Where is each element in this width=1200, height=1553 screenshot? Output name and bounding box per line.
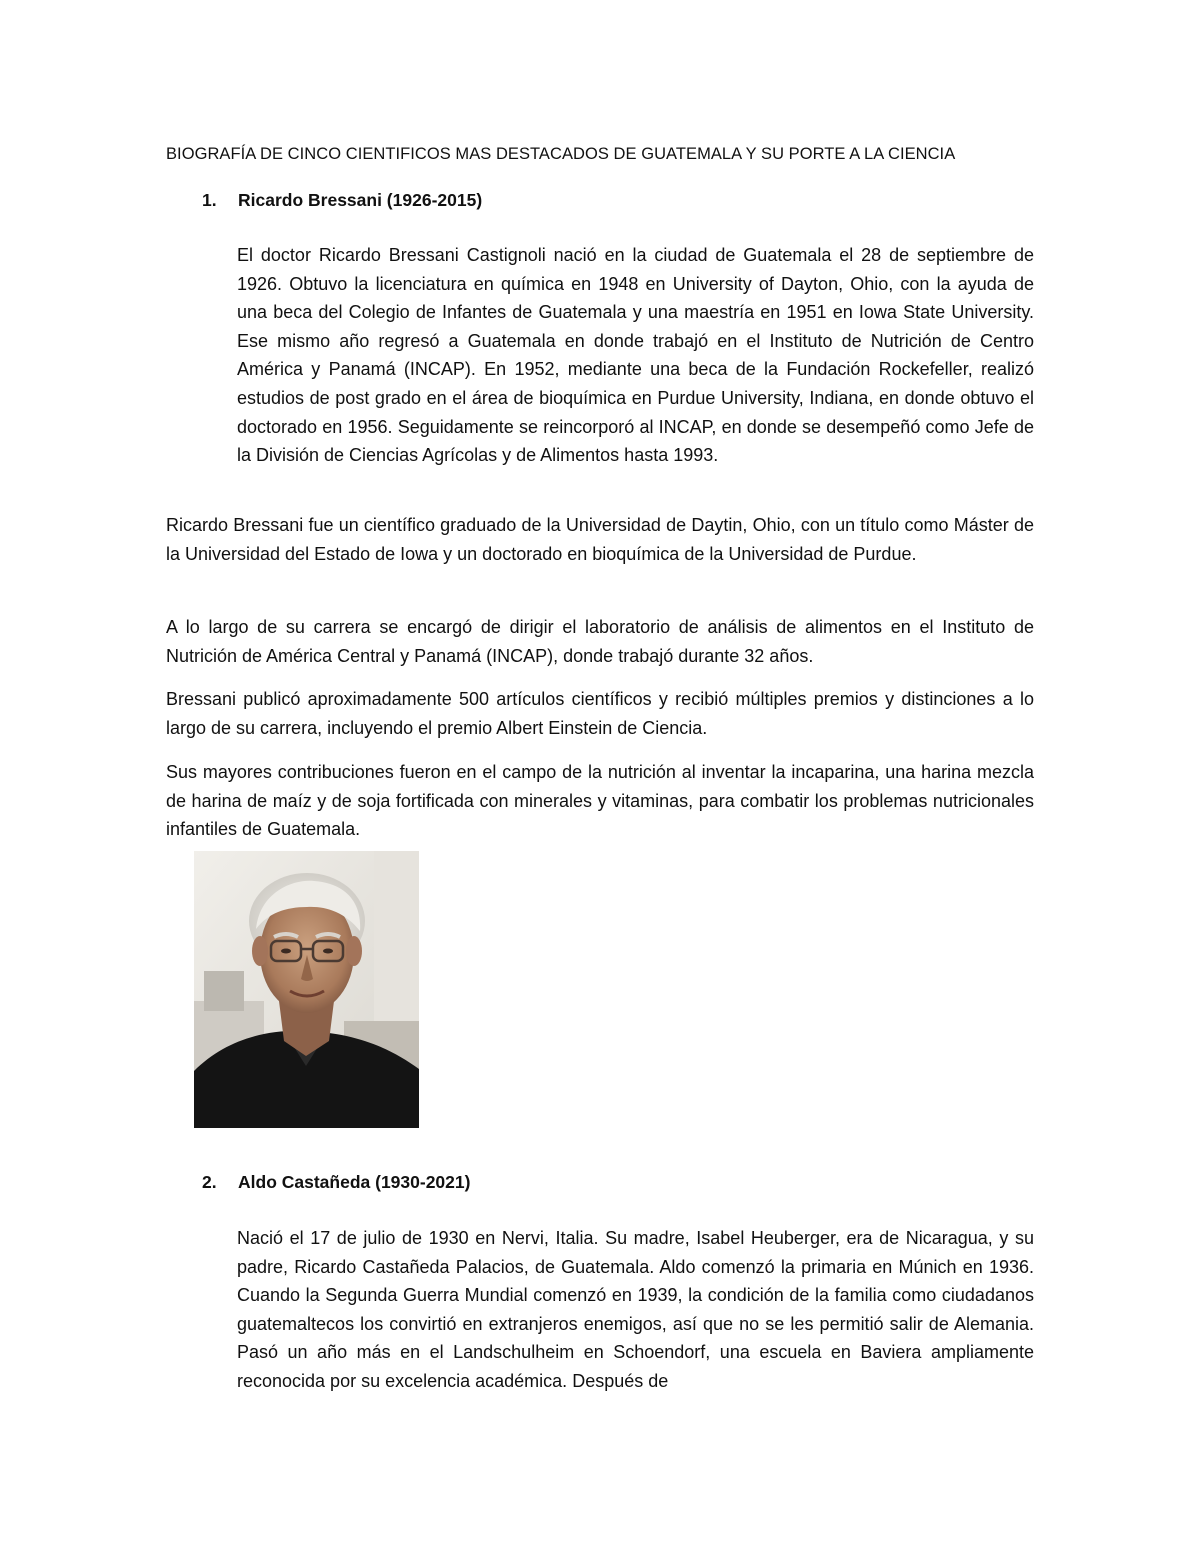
castaneda-intro-paragraph: Nació el 17 de julio de 1930 en Nervi, Italia. Su madre, Isabel Heuberger, era de Nicaragua, y su padre, Ricardo Castañeda Palacios, de Guatemala. Aldo comenzó la primaria en Múnich en 1936. Cuando la Segunda Guerra Mundial comenzó en 1939, la condición de la familia como ciudadanos guatemaltecos los convirtió en extranjeros enemigos, así que no se les permitió salir de Alemania. Pasó un año más en el Landschulheim en Schoendorf, una escuela en Baviera ampliamente reconocida por su excelencia académica. Después de — [237, 1228, 1034, 1391]
section-title: Aldo Castañeda (1930-2021) — [238, 1172, 471, 1192]
section-number: 1. — [202, 190, 217, 210]
document-title: BIOGRAFÍA DE CINCO CIENTIFICOS MAS DESTACADOS DE GUATEMALA Y SU PORTE A LA CIENCIA — [166, 145, 956, 163]
bressani-paragraph-career: A lo largo de su carrera se encargó de dirigir el laboratorio de análisis de alimentos en el Instituto de Nutrición de América Central y Panamá (INCAP), donde trabajó durante 32 años. — [166, 617, 1034, 666]
bressani-intro-paragraph: El doctor Ricardo Bressani Castignoli nació en la ciudad de Guatemala el 28 de septiembre de 1926. Obtuvo la licenciatura en química en 1948 en University of Dayton, Ohio, con la ayuda de una beca del Colegio de Infantes de Guatemala y una maestría en 1951 en Iowa State University. Ese mismo año regresó a Guatemala en donde trabajó en el Instituto de Nutrición de Centro América y Panamá (INCAP). En 1952, mediante una beca de la Fundación Rockefeller, realizó estudios de post grado en el área de bioquímica en Purdue University, Indiana, en donde obtuvo el doctorado en 1956. Seguidamente se reincorporó al INCAP, en donde se desempeñó como Jefe de la División de Ciencias Agrícolas y de Alimentos hasta 1993. — [237, 245, 1034, 466]
bressani-portrait-photo — [194, 851, 419, 1128]
bressani-paragraph-contributions: Sus mayores contribuciones fueron en el campo de la nutrición al inventar la incaparina, una harina mezcla de harina de maíz y de soja fortificada con minerales y vitaminas, para combatir los problemas nutricionales infantiles de Guatemala. — [166, 762, 1034, 840]
bressani-paragraph-education: Ricardo Bressani fue un científico graduado de la Universidad de Daytin, Ohio, con un título como Máster de la Universidad del Estado de Iowa y un doctorado en bioquímica de la Universidad de Purdue. — [166, 515, 1034, 564]
section-heading-bressani — [202, 190, 482, 211]
section-heading-castaneda — [202, 1172, 470, 1193]
section-title: Ricardo Bressani (1926-2015) — [238, 190, 483, 210]
section-number: 2. — [202, 1172, 217, 1192]
bressani-paragraph-publications: Bressani publicó aproximadamente 500 artículos científicos y recibió múltiples premios y distinciones a lo largo de su carrera, incluyendo el premio Albert Einstein de Ciencia. — [166, 689, 1034, 738]
